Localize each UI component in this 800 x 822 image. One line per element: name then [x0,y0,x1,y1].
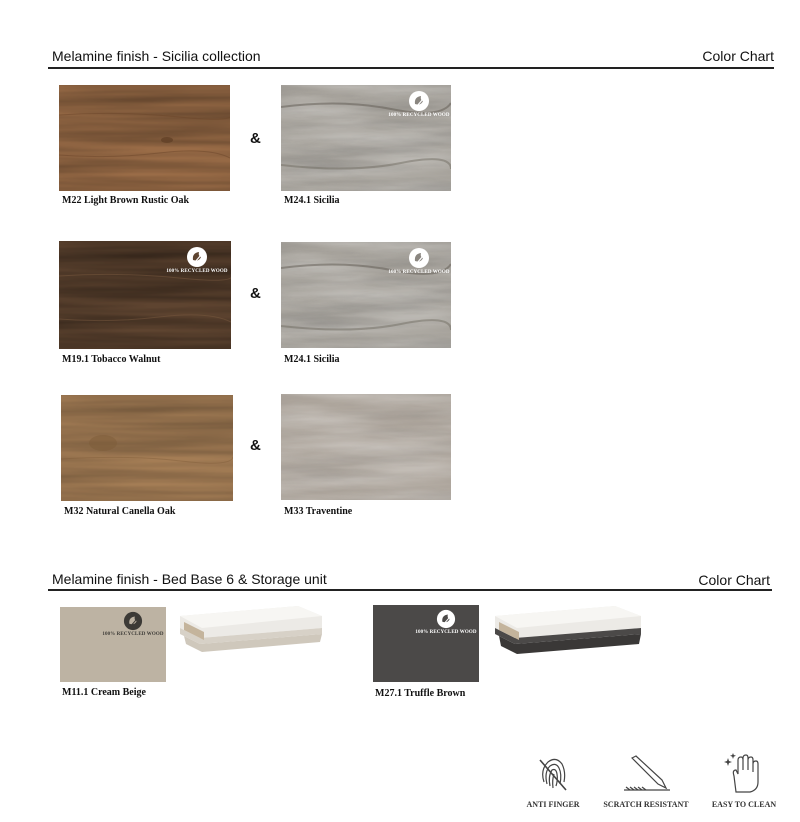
color-chart-label: Color Chart [698,572,770,588]
swatch-truffle-brown [373,605,479,682]
pairing-ampersand: & [250,285,261,302]
swatch-label: M24.1 Sicilia [284,195,340,206]
swatch-natural-canella-oak [61,395,233,501]
color-chart-label: Color Chart [702,48,774,64]
swatch-label: M32 Natural Canella Oak [64,506,176,517]
swatch-light-brown-rustic-oak [59,85,230,191]
section-divider [48,67,774,69]
fingerprint-icon [534,752,572,794]
feature-scratch-resistant: SCRATCH RESISTANT [600,752,692,812]
section-title-bed-base: Melamine finish - Bed Base 6 & Storage unit [52,571,327,587]
feature-easy-to-clean: EASY TO CLEAN [706,752,782,812]
swatch-label: M19.1 Tobacco Walnut [62,354,161,365]
recycle-leaf-icon [186,246,208,268]
scratch-icon [622,754,672,794]
section-title-sicilia: Melamine finish - Sicilia collection [52,48,261,64]
recycled-wood-badge: 100% RECYCLED WOOD [389,90,449,118]
swatch-label: M22 Light Brown Rustic Oak [62,195,190,206]
swatch-sicilia [281,242,451,348]
recycled-wood-badge: 100% RECYCLED WOOD [415,609,477,635]
swatch-cream-beige [60,607,166,682]
swatch-label: M27.1 Truffle Brown [375,688,466,699]
recycled-wood-badge: 100% RECYCLED WOOD [389,247,449,275]
feature-anti-finger: ANTI FINGER [520,752,586,812]
recycle-leaf-icon [123,611,143,631]
recycled-wood-badge: 100% RECYCLED WOOD [102,611,164,637]
swatch-label: M11.1 Cream Beige [62,687,146,698]
recycle-leaf-icon [408,247,430,269]
recycled-wood-badge: 100% RECYCLED WOOD [167,246,227,274]
swatch-label: M33 Traventine [284,506,353,517]
bed-base-image-cream [180,606,322,658]
section-divider [48,589,772,591]
hand-clean-icon [724,752,764,794]
recycle-leaf-icon [408,90,430,112]
bed-base-image-truffle [495,606,641,660]
swatch-traventine [281,394,451,500]
swatch-label: M24.1 Sicilia [284,354,340,365]
pairing-ampersand: & [250,437,261,454]
swatch-sicilia [281,85,451,191]
pairing-ampersand: & [250,130,261,147]
recycle-leaf-icon [436,609,456,629]
swatch-tobacco-walnut [59,241,231,349]
